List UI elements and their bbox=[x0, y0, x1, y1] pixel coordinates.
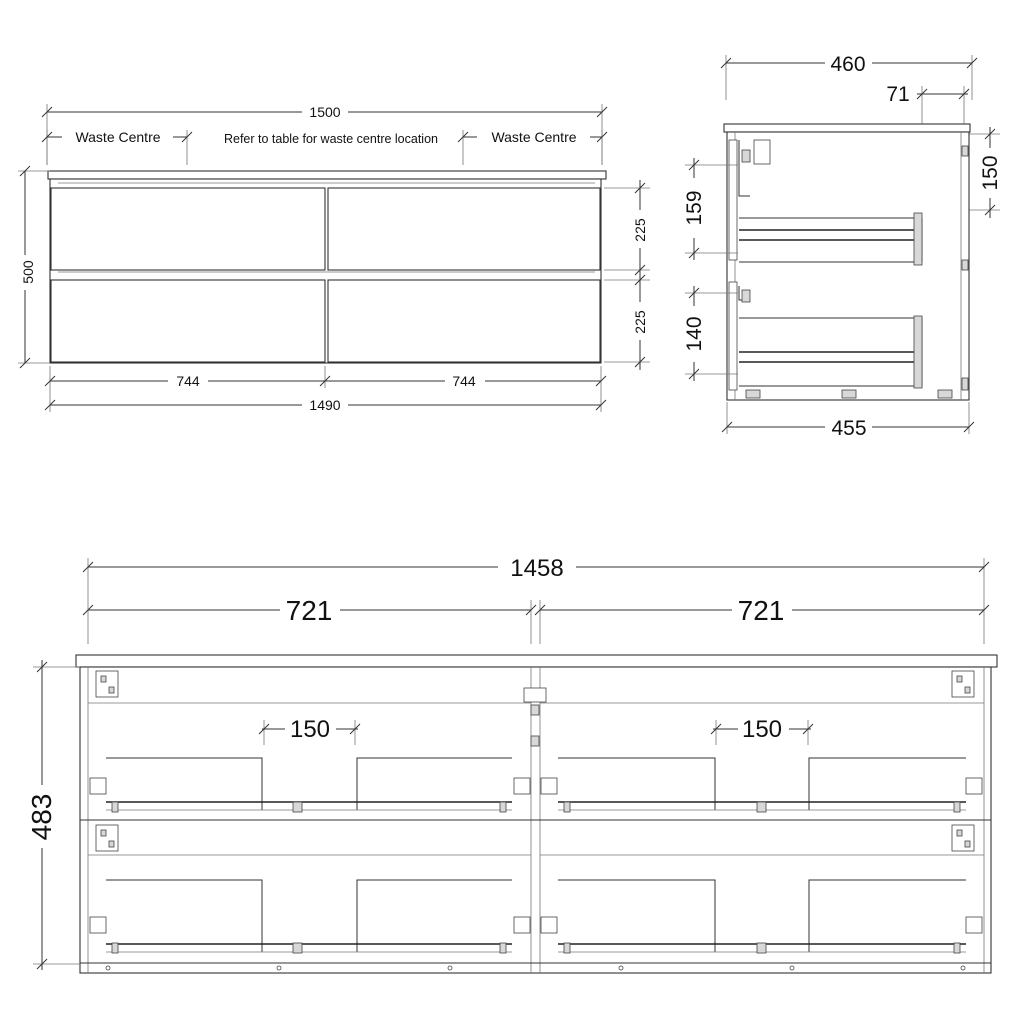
dim-side-depth-top bbox=[721, 53, 977, 100]
dim-carcass-width bbox=[45, 397, 606, 413]
waste-centre-right-label: Waste Centre bbox=[491, 129, 577, 145]
dim-71-label: 71 bbox=[886, 83, 910, 106]
drawer-top-left bbox=[51, 188, 325, 270]
side-carcass bbox=[727, 132, 969, 400]
waste-centre-left-label: Waste Centre bbox=[75, 129, 161, 145]
section-top-slab bbox=[76, 655, 997, 667]
dim-744-left-label: 744 bbox=[176, 373, 200, 389]
dim-1458-label: 1458 bbox=[510, 555, 564, 582]
waste-note-label: Refer to table for waste centre location bbox=[223, 132, 439, 146]
dim-150-side-label: 150 bbox=[979, 155, 1002, 191]
side-top-slab bbox=[724, 124, 970, 132]
dim-225-lower-label: 225 bbox=[632, 310, 648, 334]
dim-140-label: 140 bbox=[683, 316, 706, 352]
dim-500-label: 500 bbox=[20, 260, 36, 284]
section-view bbox=[26, 555, 997, 973]
vanity-top bbox=[48, 171, 606, 179]
side-view bbox=[683, 53, 1002, 440]
dim-483-label: 483 bbox=[26, 793, 57, 841]
dim-drawer-upper bbox=[604, 180, 650, 278]
dim-150-left-label: 150 bbox=[289, 716, 331, 743]
drawer-bottom-left bbox=[51, 280, 325, 362]
dim-721-left-label: 721 bbox=[285, 595, 333, 626]
dim-1490-label: 1490 bbox=[309, 397, 341, 413]
drawer-bottom-right bbox=[328, 280, 600, 362]
dim-1500-label: 1500 bbox=[309, 104, 341, 120]
dim-150-right-label: 150 bbox=[741, 716, 783, 743]
dim-waste-centre-right bbox=[458, 129, 607, 165]
drawer-top-right bbox=[328, 188, 600, 270]
dim-721-right-label: 721 bbox=[737, 595, 785, 626]
dim-225-upper-label: 225 bbox=[632, 218, 648, 242]
dim-waste-centre-left bbox=[42, 129, 192, 165]
dim-drawer-lower bbox=[604, 272, 650, 370]
front-view bbox=[18, 104, 650, 413]
dim-section-halves bbox=[83, 595, 989, 644]
dim-section-overall bbox=[83, 555, 989, 644]
dim-side-depth bbox=[722, 402, 974, 440]
dim-159-label: 159 bbox=[683, 190, 706, 226]
dim-744-right-label: 744 bbox=[452, 373, 476, 389]
dim-460-label: 460 bbox=[830, 53, 866, 76]
dim-section-height bbox=[26, 660, 80, 970]
dim-455-label: 455 bbox=[831, 417, 867, 440]
dim-height-500 bbox=[18, 166, 50, 368]
